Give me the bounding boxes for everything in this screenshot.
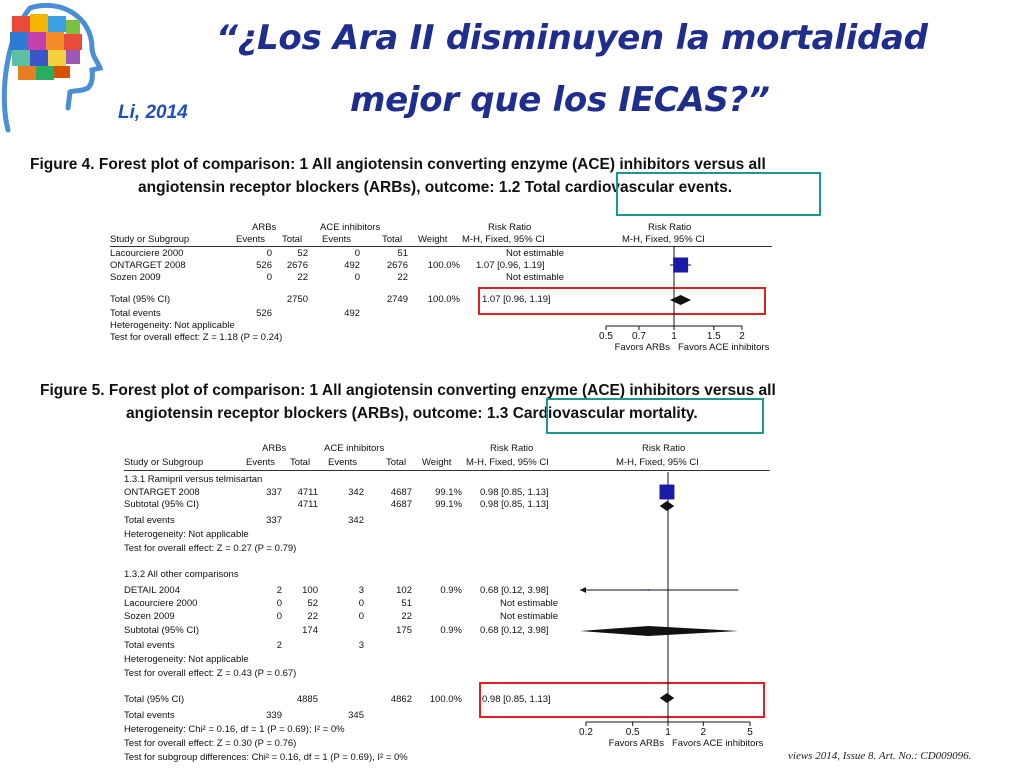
fig5-subgroup-differences: Test for subgroup differences: Chi² = 0.16, df = 1 (P = 0.69), I² = 0% xyxy=(124,752,408,763)
fig5-sub1-effect: Test for overall effect: Z = 0.27 (P = 0.79) xyxy=(124,543,297,554)
citation-footer: views 2014, Issue 8. Art. No.: CD009096. xyxy=(788,750,972,762)
pooled-diamond xyxy=(660,693,675,703)
ci-arrow-left xyxy=(580,587,586,593)
fig4-header-ace: ACE inhibitors xyxy=(320,222,381,233)
fig5-sub2-effect: Test for overall effect: Z = 0.43 (P = 0.67) xyxy=(124,668,297,679)
study-square xyxy=(660,485,675,500)
fig5-header-study: Study or Subgroup xyxy=(124,457,204,468)
fig4-heterogeneity: Heterogeneity: Not applicable xyxy=(110,320,235,331)
fig4-header-method: M-H, Fixed, 95% CI xyxy=(462,234,545,245)
fig4-header-total1: Total xyxy=(282,234,303,245)
favors-right-label: Favors ACE inhibitors xyxy=(672,738,764,749)
figure4-caption-line2-text: angiotensin receptor blockers (ARBs), outcome: 1.2 Total xyxy=(138,179,565,196)
fig5-heterogeneity: Heterogeneity: Chi² = 0.16, df = 1 (P = 0.69); I² = 0% xyxy=(124,724,345,735)
figure4-caption-line1: Figure 4. Forest plot of comparison: 1 All angiotensin converting enzyme (ACE) inhibitors versus all xyxy=(30,156,766,173)
fig5-header-weight: Weight xyxy=(422,457,452,468)
figure4-caption-boxed-outcome: cardiovascular events. xyxy=(564,179,733,196)
fig5-sub1-heterogeneity: Heterogeneity: Not applicable xyxy=(124,529,249,540)
fig5-header-events2: Events xyxy=(328,457,358,468)
fig4-header-events2: Events xyxy=(322,234,352,245)
x-tick-label: 0.5 xyxy=(599,331,613,342)
figure4-table: ARBs ACE inhibitors Risk Ratio Risk Ratio Study or Subgroup Events Total Events Total Weight M-H, Fixed, 95% CI M-H, Fixed, 95% CI Lacourciere 2000 0 52 0 51 Not estimable ONTARGET 2008 526 2676 492 2676 100.0% 1.07 [0.96, 1.19] Sozen 2009 0 22 0 22 Not estimable Total (95% CI) 2750 2749 100.0% 1.07 [0.96, 1.19] Total events 526 492 Heterogeneity: Not applicable Test for overall effect: Z = 1.18 (P = 0.24) xyxy=(110,218,780,348)
subtotal-diamond xyxy=(660,501,675,511)
fig4-header-arbs: ARBs xyxy=(252,222,277,233)
fig5-header-rr: Risk Ratio xyxy=(490,443,534,454)
slide-title-line1: “¿Los Ara II disminuyen la mortalidad xyxy=(216,18,928,58)
figure5-table: ARBs ACE inhibitors Risk Ratio Risk Ratio Study or Subgroup Events Total Events Total Weight M-H, Fixed, 95% CI M-H, Fixed, 95% CI 1.3.1 Ramipril versus telmisartan ONTARGET 2008 337 4711 342 4687 99.1% 0.98 [0.85, 1.13] Subtotal (95% CI) 4711 4687 99.1% 0.98 [0.85, 1.13] Total events 337 342 Heterogeneity: Not applicable Test for overall effect: Z = 0.27 (P = 0.79) 1.3.2 All other comparisons DETAIL 2004 2 100 3 102 0.9% 0.68 [0.12, 3.98] Lacourciere 2000 0 52 0 51 Not estimable Sozen 2009 0 22 0 22 Not estimable Subtotal (95% CI) 174 175 0.9% 0.68 [0.12, 3.98] Total events 2 3 Heterogeneity: Not applicable Test for overall effect: Z = 0.43 (P = 0.67) Total (95% CI) 4885 4862 100.0% 0.98 [0.85, 1.13] Total events 339 345 Heterogeneity: Chi² = 0.16, df = 1 (P = 0.69); I² = 0% Test for overall effect: Z = 0.30 (P = 0.76) Test for subgroup differences: Chi² = 0.16, df = 1 (P = 0.69), I² = 0% xyxy=(124,443,784,765)
pooled-diamond xyxy=(670,295,691,305)
fig5-subgroup2-title: 1.3.2 All other comparisons xyxy=(124,569,239,580)
fig5-overall-effect: Test for overall effect: Z = 0.30 (P = 0.76) xyxy=(124,738,297,749)
figure5-forest-plot xyxy=(572,472,772,760)
figure5-caption-line1: Figure 5. Forest plot of comparison: 1 All angiotensin converting enzyme (ACE) inhibitors versus all xyxy=(40,382,776,399)
study-square xyxy=(673,258,688,273)
fig4-header-method-plot: M-H, Fixed, 95% CI xyxy=(622,234,705,245)
fig4-header-rr-plot: Risk Ratio xyxy=(648,222,692,233)
fig5-header-method: M-H, Fixed, 95% CI xyxy=(466,457,549,468)
fig5-header-method-plot: M-H, Fixed, 95% CI xyxy=(616,457,699,468)
fig5-header-total1: Total xyxy=(290,457,311,468)
fig4-header-study: Study or Subgroup xyxy=(110,234,190,245)
x-tick-label: 0.7 xyxy=(632,331,646,342)
favors-right-label: Favors ACE inhibitors xyxy=(678,342,770,353)
x-tick-label: 1.5 xyxy=(706,331,721,342)
favors-left-label: Favors ARBs xyxy=(614,342,670,353)
figure4-outcome-highlight-box xyxy=(616,172,821,216)
fig4-header-rr: Risk Ratio xyxy=(488,222,532,233)
fig4-header-total2: Total xyxy=(382,234,403,245)
x-tick-label: 5 xyxy=(747,727,753,738)
favors-left-label: Favors ARBs xyxy=(608,738,664,749)
subtotal-diamond xyxy=(580,626,738,636)
fig4-overall-effect: Test for overall effect: Z = 1.18 (P = 0.24) xyxy=(110,332,283,343)
x-tick-label: 1 xyxy=(665,727,671,738)
x-tick-label: 1 xyxy=(671,331,677,342)
fig5-sub2-heterogeneity: Heterogeneity: Not applicable xyxy=(124,654,249,665)
citation-label: Li, 2014 xyxy=(118,102,188,123)
fig5-header-events1: Events xyxy=(246,457,276,468)
figure4-forest-plot xyxy=(590,246,780,356)
head-profile-puzzle-logo-icon xyxy=(0,0,110,135)
x-tick-label: 0.2 xyxy=(579,727,593,738)
fig5-header-arbs: ARBs xyxy=(262,443,287,454)
fig5-header-rule xyxy=(124,470,770,471)
study-square xyxy=(648,589,650,591)
x-tick-label: 2 xyxy=(739,331,745,342)
fig5-subgroup1-title: 1.3.1 Ramipril versus telmisartan xyxy=(124,474,263,485)
fig5-header-total2: Total xyxy=(386,457,407,468)
figure5-outcome-highlight-box xyxy=(546,398,764,434)
fig4-header-events1: Events xyxy=(236,234,266,245)
figure5-caption-boxed-outcome: Cardiovascular mortality. xyxy=(512,405,698,422)
fig5-header-ace: ACE inhibitors xyxy=(324,443,385,454)
x-tick-label: 0.5 xyxy=(625,727,640,738)
fig5-header-rr-plot: Risk Ratio xyxy=(642,443,686,454)
x-tick-label: 2 xyxy=(700,727,707,738)
figure5-caption-line2-text: angiotensin receptor blockers (ARBs), outcome: 1.3 xyxy=(126,405,513,422)
fig4-header-weight: Weight xyxy=(418,234,448,245)
slide-title-line2: mejor que los IECAS?” xyxy=(350,80,770,120)
